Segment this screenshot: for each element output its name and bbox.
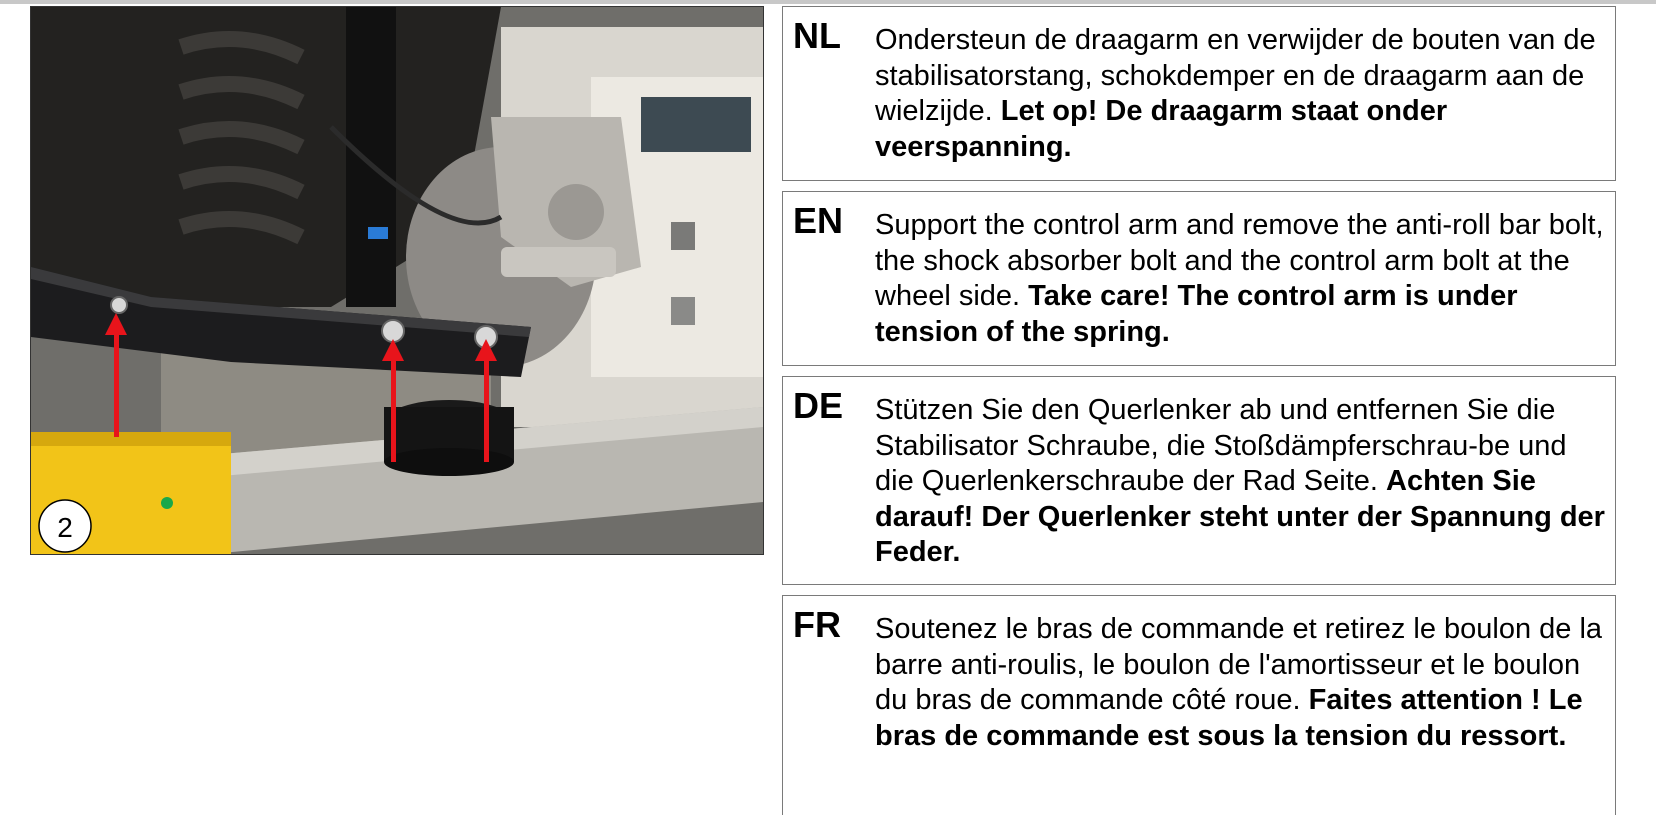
- instruction-warning: Achten Sie darauf! Der Querlenker steht unter der Spannung der Feder.: [875, 465, 1605, 568]
- step-number: 2: [57, 512, 73, 543]
- instruction-text: [875, 23, 1605, 165]
- language-code: EN: [793, 200, 844, 241]
- top-rule: [0, 0, 1656, 4]
- instruction-text: [875, 393, 1605, 571]
- instruction-body: Stützen Sie den Querlenker ab und entfernen Sie die Stabilisator Schraube, die Stoßdämpferschrau-be und die Querlenkerschraube der Rad Seite.: [875, 394, 1567, 497]
- instruction-text: [875, 208, 1605, 350]
- instruction-warning: Take care! The control arm is under tension of the spring.: [875, 280, 1518, 348]
- photo-illustration: [31, 7, 763, 554]
- instruction-warning: Let op! De draagarm staat onder veerspanning.: [875, 95, 1448, 163]
- instruction-box-en: [782, 191, 1616, 366]
- language-code: NL: [793, 15, 841, 56]
- instruction-body: Soutenez le bras de commande et retirez le boulon de la barre anti-roulis, le boulon de l'amortisseur et le boulon du bras de commande côté roue.: [875, 613, 1603, 716]
- stabilizer-bolt: [111, 297, 127, 313]
- language-code: DE: [793, 385, 844, 426]
- instruction-body: Support the control arm and remove the anti-roll bar bolt, the shock absorber bolt and the control arm bolt at the wheel side.: [875, 209, 1604, 312]
- shock-absorber-bolt: [382, 320, 404, 342]
- instruction-box-de: [782, 376, 1616, 585]
- instruction-text: [875, 612, 1605, 754]
- shock-absorber: [346, 7, 396, 307]
- instruction-body: Ondersteun de draagarm en verwijder de bouten van de stabilisatorstang, schokdemper en de draagarm aan de wielzijde.: [875, 24, 1596, 127]
- instruction-box-fr: [782, 595, 1616, 815]
- instruction-box-nl: [782, 6, 1616, 181]
- suspension-photo: [30, 6, 764, 555]
- instruction-warning: Faites attention ! Le bras de commande est sous la tension du ressort.: [875, 684, 1583, 752]
- language-code: FR: [793, 604, 841, 645]
